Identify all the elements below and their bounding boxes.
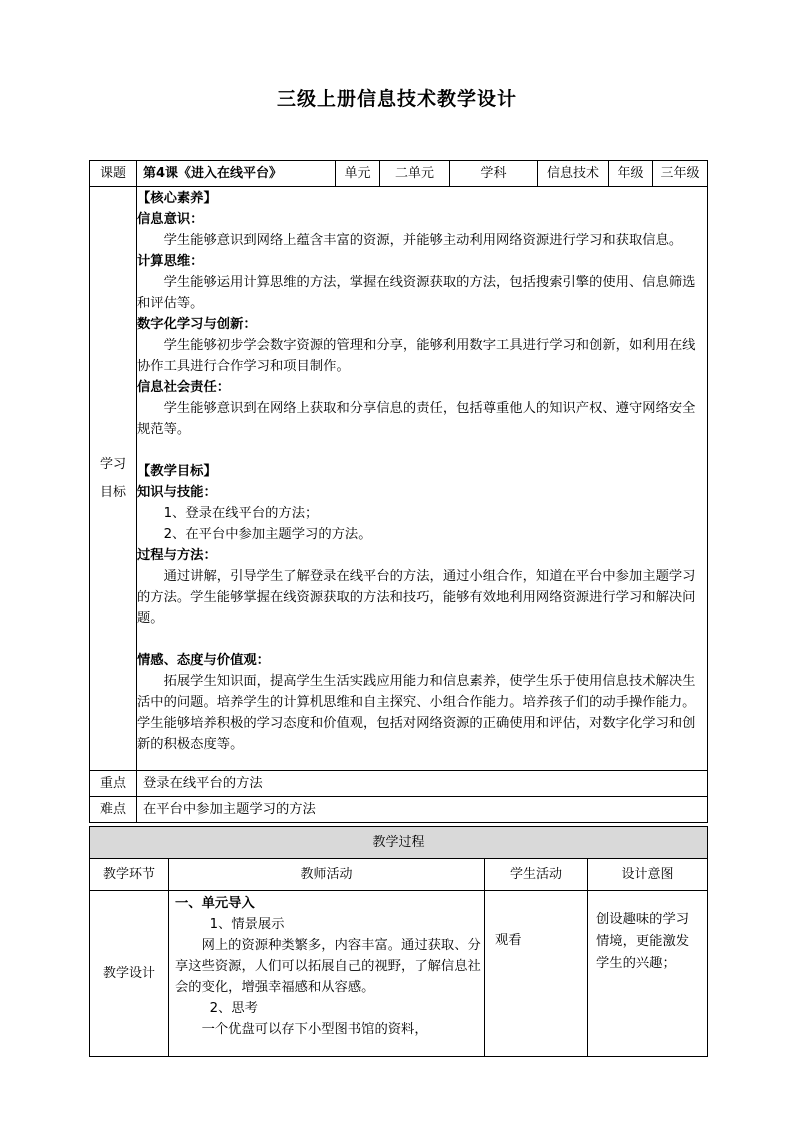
computational-text: 学生能够运用计算思维的方法，掌握在线资源获取的方法，包括搜索引擎的使用、信息筛选和评估等。 — [137, 275, 696, 311]
process-header-row — [90, 827, 708, 859]
lesson-name: 第4课《进入在线平台》 — [137, 161, 336, 187]
teaching-process-table — [89, 826, 708, 1057]
key-point-label: 重点 — [90, 771, 137, 797]
info-row — [90, 161, 708, 187]
subject-value: 信息技术 — [538, 161, 609, 187]
stage-cell: 教学设计 — [90, 891, 169, 1057]
digital-text: 学生能够初步学会数字资源的管理和分享，能够利用数字工具进行学习和创新，如利用在线协作工具进行合作学习和项目制作。 — [137, 338, 696, 374]
item1-text: 网上的资源种类繁多，内容丰富。通过获取、分享这些资源，人们可以拓展自己的视野，了解信息社会的变化，增强幸福感和从容感。 — [175, 938, 481, 995]
emotion-text: 拓展学生知识面，提高学生生活实践应用能力和信息素养，使学生乐于使用信息技术解决生活中的问题。培养学生的计算机思维和自主探究、小组合作能力。培养孩子们的动手操作能力。学生能够培养积极的学习态度和价值观，包括对网络资源的正确使用和评估，对数字化学习和创新的积极态度等。 — [137, 674, 696, 752]
goals-content — [137, 187, 708, 771]
teacher-activity-cell — [169, 891, 485, 1057]
process-text: 通过讲解，引导学生了解登录在线平台的方法，通过小组合作，知道在平台中参加主题学习的方法。学生能够掌握在线资源获取的方法和技巧，能够有效地利用网络资源进行学习和解决问题。 — [137, 569, 696, 626]
grade-value: 三年级 — [653, 161, 708, 187]
label-grade: 年级 — [609, 161, 653, 187]
digital-title: 数字化学习与创新： — [137, 317, 257, 332]
unit-value: 二单元 — [380, 161, 450, 187]
goals-label-line2: 目标 — [99, 484, 126, 500]
difficulty-label: 难点 — [90, 797, 137, 823]
goals-row — [90, 187, 708, 771]
col-intent: 设计意图 — [588, 859, 708, 891]
knowledge-title: 知识与技能： — [137, 485, 217, 500]
process-title: 过程与方法： — [137, 548, 217, 563]
section-title: 一、单元导入 — [175, 896, 255, 911]
col-stage: 教学环节 — [90, 859, 169, 891]
core-heading: 【核心素养】 — [137, 191, 217, 206]
social-title: 信息社会责任： — [137, 380, 231, 395]
process-header: 教学过程 — [90, 827, 708, 859]
student-activity-cell: 观看 — [485, 891, 588, 1057]
goals-label-line1: 学习 — [99, 456, 126, 472]
difficulty-text: 在平台中参加主题学习的方法 — [137, 797, 708, 823]
difficulty-row — [90, 797, 708, 823]
design-intent-cell: 创设趣味的学习情境，更能激发学生的兴趣； — [588, 891, 708, 1057]
col-teacher: 教师活动 — [169, 859, 485, 891]
item1-title: 1、情景展示 — [209, 917, 285, 932]
col-student: 学生活动 — [485, 859, 588, 891]
lesson-info-table — [89, 160, 708, 823]
computational-title: 计算思维： — [137, 254, 204, 269]
emotion-title: 情感、态度与价值观： — [137, 653, 270, 668]
process-columns-row — [90, 859, 708, 891]
key-point-row — [90, 771, 708, 797]
social-text: 学生能够意识到在网络上获取和分享信息的责任，包括尊重他人的知识产权、遵守网络安全规范等。 — [137, 401, 696, 437]
label-lesson: 课题 — [90, 161, 137, 187]
info-awareness-text: 学生能够意识到网络上蕴含丰富的资源，并能够主动利用网络资源进行学习和获取信息。 — [163, 233, 683, 248]
key-point-text: 登录在线平台的方法 — [137, 771, 708, 797]
teaching-heading: 【教学目标】 — [137, 464, 217, 479]
knowledge-item-2: 2、在平台中参加主题学习的方法。 — [163, 527, 372, 542]
info-awareness-title: 信息意识： — [137, 212, 204, 227]
knowledge-item-1: 1、登录在线平台的方法； — [163, 506, 319, 521]
process-row — [90, 891, 708, 1057]
label-unit: 单元 — [336, 161, 380, 187]
item2-title: 2、思考 — [209, 1001, 258, 1016]
item2-text: 一个优盘可以存下小型图书馆的资料， — [201, 1022, 428, 1037]
label-subject: 学科 — [450, 161, 538, 187]
document-title: 三级上册信息技术教学设计 — [276, 88, 517, 110]
